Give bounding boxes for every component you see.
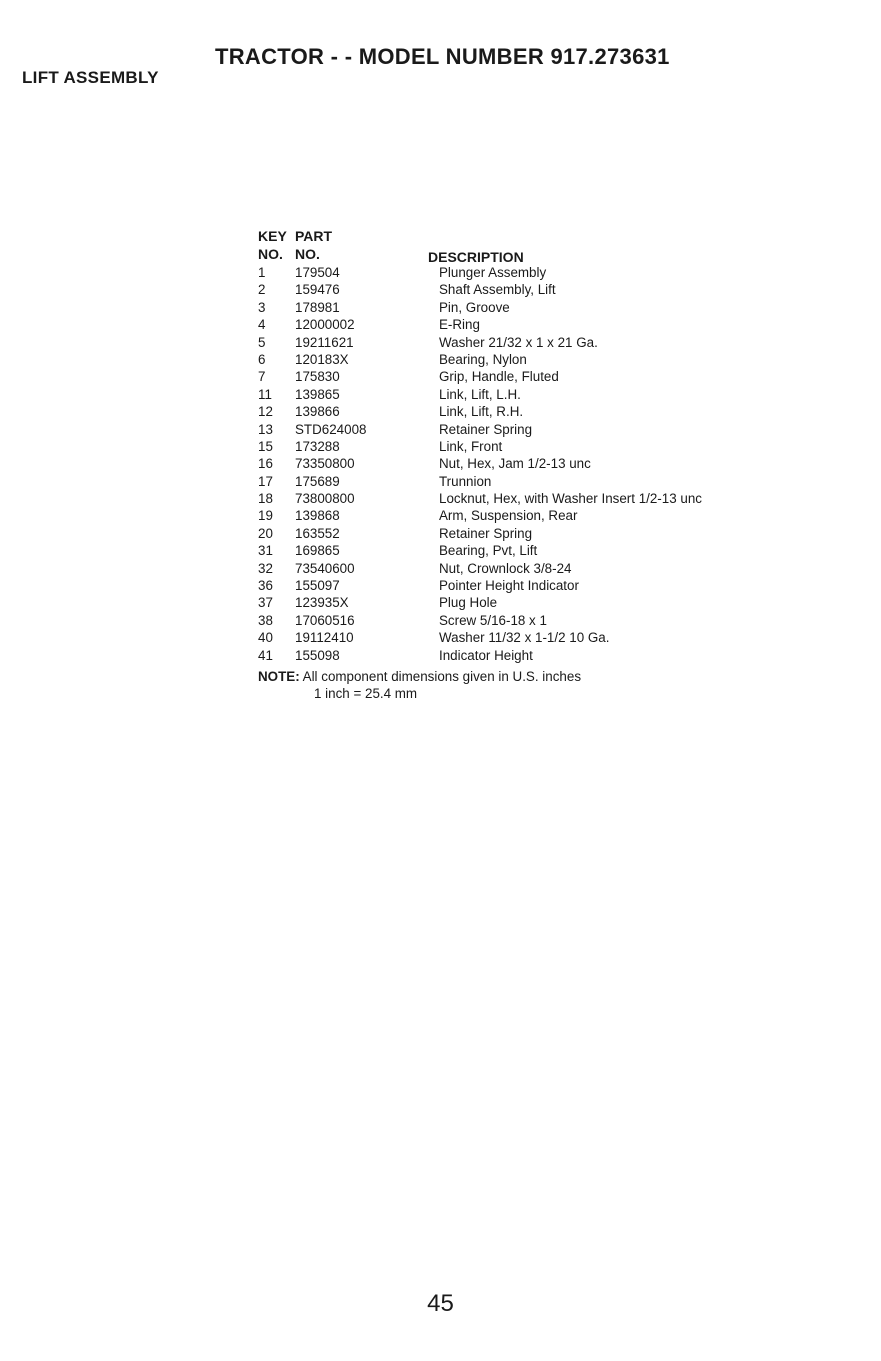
part-no: 179504	[295, 265, 340, 280]
key-no: 31	[258, 543, 273, 559]
part-description: Locknut, Hex, with Washer Insert 1/2-13 unc	[439, 491, 702, 507]
part-no: 175830	[295, 369, 340, 385]
part-no: 73800800	[295, 491, 355, 507]
key-no: 12	[258, 404, 273, 420]
part-no: 139865	[295, 386, 340, 402]
part-description: Shaft Assembly, Lift	[439, 282, 556, 298]
key-no: 18	[258, 491, 273, 507]
part-description: Bearing, Pvt, Lift	[439, 543, 538, 559]
part-no: 175689	[295, 473, 340, 489]
note-line1: All component dimensions given in U.S. inches	[302, 669, 582, 684]
key-header-line2: NO.	[258, 246, 283, 262]
part-no: 19211621	[295, 334, 354, 350]
key-no: 17	[258, 473, 273, 489]
part-no: 123935X	[295, 595, 349, 611]
part-description: Screw 5/16-18 x 1	[439, 612, 547, 628]
key-no: 5	[258, 334, 266, 350]
key-no: 11	[258, 386, 272, 402]
part-no: 155097	[295, 578, 340, 594]
part-no: 73540600	[295, 560, 355, 576]
key-no: 4	[258, 317, 266, 333]
part-description: Nut, Hex, Jam 1/2-13 unc	[439, 456, 591, 472]
key-no: 3	[258, 299, 266, 315]
key-header-line1: KEY	[258, 228, 287, 244]
part-no: 19112410	[295, 630, 354, 646]
part-description: Pin, Groove	[439, 299, 510, 315]
part-no: 169865	[295, 543, 340, 559]
part-no: 12000002	[295, 317, 355, 333]
part-no: 173288	[295, 438, 340, 454]
part-description: Arm, Suspension, Rear	[439, 508, 578, 524]
key-no: 41	[258, 647, 273, 663]
key-no: 40	[258, 630, 273, 646]
key-no: 16	[258, 456, 273, 472]
part-description: Bearing, Nylon	[439, 351, 527, 367]
part-description: Nut, Crownlock 3/8-24	[439, 560, 572, 576]
part-no: 163552	[295, 525, 340, 541]
note-line2: 1 inch = 25.4 mm	[314, 686, 418, 701]
part-no: 155098	[295, 647, 340, 663]
part-description: Retainer Spring	[439, 525, 533, 541]
part-description: Trunnion	[439, 473, 492, 489]
part-description: Retainer Spring	[439, 421, 533, 437]
part-no: 159476	[295, 282, 340, 298]
part-description: Pointer Height Indicator	[439, 578, 579, 594]
part-header-line2: NO.	[295, 246, 320, 262]
key-no: 15	[258, 438, 273, 454]
key-no: 20	[258, 525, 273, 541]
key-no: 6	[258, 351, 266, 367]
note-label: NOTE:	[258, 669, 300, 684]
key-no: 36	[258, 578, 273, 594]
key-no: 38	[258, 612, 273, 628]
key-no: 13	[258, 421, 273, 437]
key-no: 2	[258, 282, 266, 298]
part-header-line1: PART	[295, 228, 333, 244]
part-description: Washer 21/32 x 1 x 21 Ga.	[439, 334, 598, 350]
page-title: TRACTOR - - MODEL NUMBER 917.273631	[215, 44, 670, 69]
key-no: 7	[258, 369, 266, 385]
part-no: 139866	[295, 404, 340, 420]
part-no: 139868	[295, 508, 340, 524]
key-no: 19	[258, 508, 273, 524]
part-description: Plunger Assembly	[439, 265, 547, 280]
part-description: Plug Hole	[439, 595, 498, 611]
key-no: 1	[258, 265, 266, 280]
page-number: 45	[427, 1290, 454, 1317]
part-no: 17060516	[295, 612, 355, 628]
description-header: DESCRIPTION	[428, 249, 524, 265]
part-description: Link, Front	[439, 438, 503, 454]
key-no: 32	[258, 560, 273, 576]
section-title: LIFT ASSEMBLY	[22, 68, 159, 87]
part-no: STD624008	[295, 421, 367, 437]
key-no: 37	[258, 595, 273, 611]
part-no: 178981	[295, 299, 340, 315]
part-description: Link, Lift, L.H.	[439, 386, 521, 402]
part-description: Link, Lift, R.H.	[439, 404, 524, 420]
note	[258, 668, 581, 702]
part-description: Grip, Handle, Fluted	[439, 369, 559, 385]
part-description: E-Ring	[439, 317, 480, 333]
part-description: Indicator Height	[439, 647, 533, 663]
part-no: 120183X	[295, 351, 349, 367]
part-description: Washer 11/32 x 1-1/2 10 Ga.	[439, 630, 610, 646]
part-no: 73350800	[295, 456, 355, 472]
